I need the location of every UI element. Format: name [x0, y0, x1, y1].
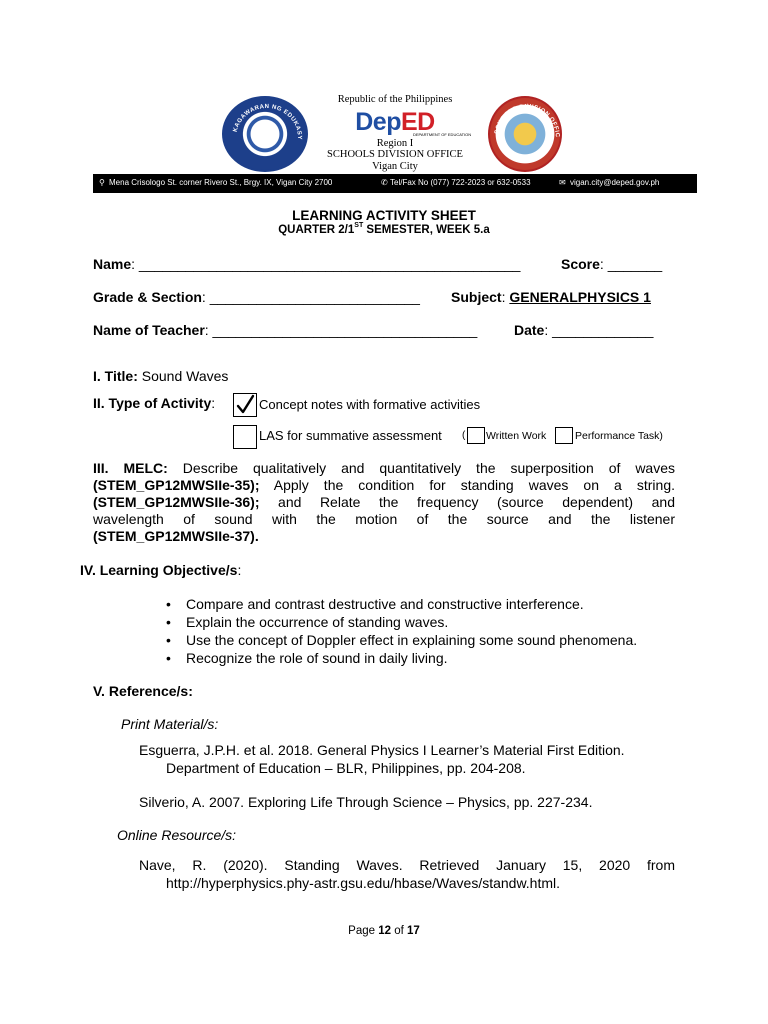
- performance-task-checkbox[interactable]: [555, 427, 573, 444]
- paren-open: (: [462, 430, 466, 441]
- print-ref-1-line-1: Esguerra, J.P.H. et al. 2018. General Physics I Learner’s Material First Edition.: [139, 742, 625, 758]
- melc-line-3: (STEM_GP12MWSIIe-36); and Relate the frequency (source dependent) and: [93, 494, 675, 510]
- date-line: : _____________: [544, 322, 654, 338]
- sdo-seal-logo: [488, 96, 562, 172]
- score-field[interactable]: [561, 256, 662, 272]
- svg-text:SCHOOLS DIVISION OFFICE: SCHOOLS DIVISION OFFIC: [494, 103, 561, 138]
- deped-logo: [300, 107, 490, 143]
- region-text: Region I: [376, 138, 414, 149]
- online-ref-1-line-1: Nave, R. (2020). Standing Waves. Retrieved January 15, 2020 from: [139, 857, 675, 873]
- deped-logo-ed: ED: [401, 108, 435, 136]
- activity-label: II. Type of Activity:: [93, 395, 216, 411]
- name-label: Name: [93, 256, 132, 272]
- city-text: Vigan City: [372, 161, 418, 172]
- checkmark-icon: [234, 394, 256, 416]
- melc-line-1: III. MELC: Describe qualitatively and quantitatively the superposition of waves: [93, 460, 675, 476]
- location-pin-icon: ⚲: [99, 178, 105, 187]
- letterhead-center: [300, 94, 490, 172]
- grade-section-label: Grade & Section: [93, 289, 202, 305]
- print-material-label: Print Material/s:: [121, 716, 219, 732]
- print-ref-2: Silverio, A. 2007. Exploring Life Through Science – Physics, pp. 227-234.: [139, 794, 593, 810]
- subject-field: Subject: GENERALPHYSICS 1: [451, 289, 651, 305]
- score-line: : _______: [599, 256, 663, 272]
- name-field[interactable]: [93, 256, 520, 272]
- teacher-line: : __________________________________: [204, 322, 478, 338]
- deped-seal-text: [224, 98, 310, 174]
- title-label: I. Title:: [93, 368, 138, 384]
- deped-seal-logo: [222, 96, 308, 172]
- objectives-heading: IV. Learning Objective/s:: [80, 562, 242, 578]
- melc-section: [93, 460, 675, 545]
- melc-line-4: wavelength of sound with the motion of the source and the listener: [93, 511, 675, 527]
- date-field[interactable]: [514, 322, 653, 338]
- page-number: Page 12 of 17: [348, 925, 420, 937]
- svg-text:KAGAWARAN NG EDUKASYON: KAGAWARAN NG EDUKASY: [232, 104, 303, 140]
- quarter-title: QUARTER 2/1ST SEMESTER, WEEK 5.a: [278, 222, 490, 236]
- email-icon: ✉: [559, 178, 566, 187]
- deped-logo-de: De: [355, 108, 387, 136]
- melc-line-5: (STEM_GP12MWSIIe-37).: [93, 528, 259, 544]
- office-text: SCHOOLS DIVISION OFFICE: [327, 149, 463, 160]
- print-ref-1-line-2: Department of Education – BLR, Philippines, pp. 204-208.: [166, 760, 526, 776]
- written-work-label: Written Work: [486, 430, 547, 442]
- teacher-label: Name of Teacher: [93, 322, 205, 338]
- online-resource-label: Online Resource/s:: [117, 827, 237, 843]
- contact-bar: [93, 174, 697, 193]
- email-text: vigan.city@deped.gov.ph: [570, 178, 660, 187]
- list-item: • Explain the occurrence of standing waves.: [166, 613, 637, 631]
- subject-label: Subject: [451, 289, 502, 305]
- deped-logo-p: p: [386, 108, 401, 136]
- title-section: [93, 368, 228, 384]
- subject-value: GENERALPHYSICS 1: [509, 289, 651, 305]
- address-text: Mena Crisologo St. corner Rivero St., Brgy. IX, Vigan City 2700: [109, 178, 333, 187]
- written-work-checkbox[interactable]: [467, 427, 485, 444]
- list-item: • Use the concept of Doppler effect in explaining some sound phenomena.: [166, 631, 637, 649]
- melc-line-2: (STEM_GP12MWSIIe-35); Apply the condition for standing waves on a string.: [93, 477, 675, 493]
- teacher-field[interactable]: [93, 322, 477, 338]
- sdo-seal-text: [490, 98, 564, 174]
- deped-logo-subtitle: DEPARTMENT OF EDUCATION: [413, 132, 472, 137]
- performance-task-label: Performance Task): [575, 430, 663, 442]
- concept-notes-checkbox[interactable]: [233, 393, 257, 417]
- references-heading: V. Reference/s:: [93, 683, 193, 699]
- date-label: Date: [514, 322, 545, 338]
- sheet-title: LEARNING ACTIVITY SHEET: [292, 208, 476, 223]
- republic-text: Republic of the Philippines: [337, 94, 453, 105]
- score-label: Score: [561, 256, 600, 272]
- las-summative-checkbox[interactable]: [233, 425, 257, 449]
- phone-icon: ✆: [381, 178, 388, 187]
- objectives-list: [166, 595, 637, 667]
- las-summative-label: LAS for summative assessment: [259, 428, 442, 443]
- title-value: Sound Waves: [137, 368, 229, 384]
- telfax-text: Tel/Fax No (077) 722-2023 or 632-0533: [390, 178, 531, 187]
- grade-section-line: : ___________________________: [201, 289, 420, 305]
- concept-notes-label: Concept notes with formative activities: [259, 397, 481, 412]
- grade-section-field[interactable]: [93, 289, 420, 305]
- name-line: : _________________________________________________: [131, 256, 521, 272]
- online-ref-1-line-2[interactable]: http://hyperphysics.phy-astr.gsu.edu/hbase/Waves/standw.html.: [166, 875, 561, 891]
- list-item: • Recognize the role of sound in daily living.: [166, 649, 637, 667]
- list-item: • Compare and contrast destructive and constructive interference.: [166, 595, 637, 613]
